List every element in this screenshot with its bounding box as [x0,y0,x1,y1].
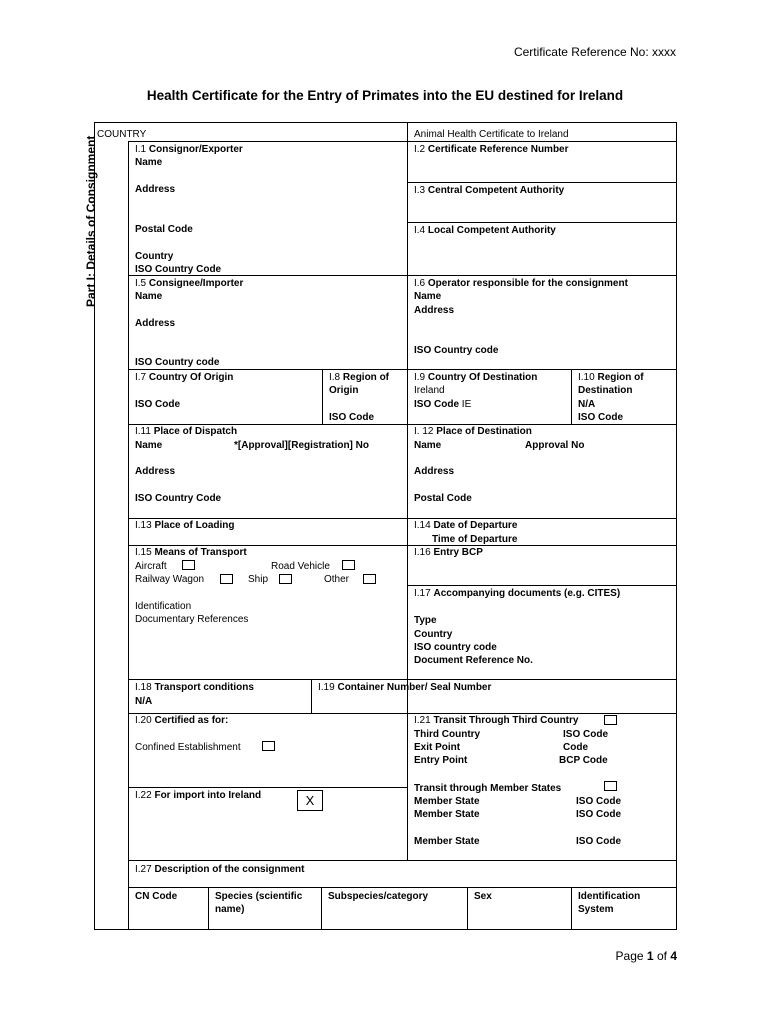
operator-address: Address [414,305,455,316]
bcp-label: Entry BCP [433,547,483,558]
operator-heading [414,277,628,290]
consignor-iso: ISO Country Code [135,264,222,275]
central-num: I.3 [414,185,426,196]
departure-label: Date of Departure [433,520,518,531]
road-checkbox[interactable] [342,560,355,570]
transit-heading [414,714,578,727]
place-dest-label: Place of Destination [436,426,532,437]
import-checkbox[interactable]: X [297,790,323,811]
region-dest-iso: ISO Code [578,412,624,423]
confined-label: Confined Establishment [135,742,241,753]
doc-references-label: Documentary References [135,614,249,625]
member-state-1-iso: ISO Code [576,796,622,807]
consignor-country: Country [135,251,174,262]
ship-checkbox[interactable] [279,574,292,584]
dispatch-heading [135,425,237,438]
accompanying-country: Country [414,629,453,640]
consignor-num: I.1 [135,144,147,155]
region-origin-iso: ISO Code [329,412,375,423]
col-species-2: name) [215,904,245,915]
ship-label: Ship [248,574,269,585]
dispatch-label: Place of Dispatch [153,426,238,437]
transit-num: I.21 [414,715,431,726]
conditions-heading [135,681,254,694]
departure-time: Time of Departure [432,534,518,545]
col-sex: Sex [474,891,492,902]
other-checkbox[interactable] [363,574,376,584]
aircraft-label: Aircraft [135,561,167,572]
dispatch-approval: *[Approval][Registration] No [234,440,369,451]
region-dest-value: N/A [578,399,596,410]
dispatch-iso: ISO Country Code [135,493,222,504]
container-num: I.19 [318,682,335,693]
transit-third: Third Country [414,729,481,740]
operator-iso: ISO Country code [414,345,499,356]
transit-exit: Exit Point [414,742,461,753]
dest-iso-label: ISO Code [414,399,460,410]
consignor-postal: Postal Code [135,224,193,235]
col-cn-code: CN Code [135,891,178,902]
import-num: I.22 [135,790,152,801]
cert-ref-label: Certificate Reference Number [427,144,569,155]
loading-num: I.13 [135,520,152,531]
place-dest-approval: Approval No [525,440,585,451]
dest-num: I.9 [414,372,426,383]
dest-iso [414,398,471,411]
member-transit-checkbox[interactable] [604,781,617,791]
accompanying-label: Accompanying documents (e.g. CITES) [433,588,621,599]
accompanying-type: Type [414,615,437,626]
certificate-reference-header: Certificate Reference No: xxxx [513,45,676,59]
region-dest-label: Region of [597,372,644,383]
confined-checkbox[interactable] [262,741,275,751]
transport-label: Means of Transport [154,547,247,558]
operator-label: Operator responsible for the consignment [427,278,628,289]
col-species: Species (scientific [215,891,303,902]
container-heading [318,681,491,694]
dest-heading [414,371,537,384]
animal-health-label: Animal Health Certificate to Ireland [414,129,569,140]
member-state-2: Member State [414,809,480,820]
identification-label: Identification [135,601,192,612]
transit-entry: Entry Point [414,755,468,766]
place-dest-num: I. 12 [414,426,434,437]
member-state-1: Member State [414,796,480,807]
local-heading [414,224,556,237]
conditions-value: N/A [135,696,153,707]
transit-code: Code [563,742,588,753]
dest-label: Country Of Destination [427,372,538,383]
page-title: Health Certificate for the Entry of Primates into the EU destined for Ireland [146,88,624,103]
local-label: Local Competent Authority [427,225,556,236]
railway-label: Railway Wagon [135,574,205,585]
page-prefix: Page [615,949,644,963]
region-origin-label: Region of [342,372,390,383]
bcp-heading [414,546,483,559]
place-dest-name: Name [414,440,442,451]
page-current: 1 [646,949,654,963]
consignee-heading [135,277,243,290]
other-label: Other [324,574,350,585]
departure-heading [414,519,517,532]
accompanying-num: I.17 [414,588,431,599]
transport-heading [135,546,247,559]
consignor-name: Name [135,157,163,168]
operator-num: I.6 [414,278,426,289]
part-one-label: Part I: Details of Consignment [84,135,98,307]
bcp-num: I.16 [414,547,431,558]
region-origin-heading [329,371,389,384]
consignor-label: Consignor/Exporter [148,144,243,155]
cert-ref-num: I.2 [414,144,426,155]
member-state-3-iso: ISO Code [576,836,622,847]
region-origin-num: I.8 [329,372,341,383]
transit-label: Transit Through Third Country [433,715,579,726]
origin-iso: ISO Code [135,399,181,410]
dest-country: Ireland [414,385,445,396]
page-number [616,949,677,963]
consignee-num: I.5 [135,278,147,289]
conditions-num: I.18 [135,682,152,693]
loading-label: Place of Loading [154,520,235,531]
departure-num: I.14 [414,520,431,531]
consignee-address: Address [135,318,176,329]
description-heading [135,863,304,876]
region-dest-label2: Destination [578,385,633,396]
col-subspecies: Subspecies/category [328,891,429,902]
col-identification: Identification [578,891,641,902]
transit-bcp-code: BCP Code [559,755,608,766]
certified-heading [135,714,228,727]
transit-iso: ISO Code [563,729,609,740]
transit-checkbox[interactable] [604,715,617,725]
region-dest-heading [578,371,644,384]
place-dest-postal: Postal Code [414,493,472,504]
local-num: I.4 [414,225,426,236]
transport-num: I.15 [135,547,152,558]
container-label: Container Number/ Seal Number [337,682,492,693]
central-heading [414,184,564,197]
consignor-heading [135,143,243,156]
loading-heading [135,519,234,532]
railway-checkbox[interactable] [220,574,233,584]
accompanying-docref: Document Reference No. [414,655,533,666]
country-label: COUNTRY [97,129,147,140]
region-origin-label2: Origin [329,385,359,396]
accompanying-iso: ISO country code [414,642,497,653]
member-state-3: Member State [414,836,480,847]
conditions-label: Transport conditions [154,682,254,693]
member-state-2-iso: ISO Code [576,809,622,820]
import-label: For import into Ireland [154,790,262,801]
consignee-name: Name [135,291,163,302]
aircraft-checkbox[interactable] [182,560,195,570]
operator-name: Name [414,291,442,302]
origin-label: Country Of Origin [148,372,234,383]
dispatch-num: I.11 [135,426,151,437]
certified-num: I.20 [135,715,152,726]
consignee-label: Consignee/Importer [148,278,244,289]
origin-num: I.7 [135,372,147,383]
dispatch-address: Address [135,466,176,477]
consignee-iso: ISO Country code [135,357,220,368]
region-dest-num: I.10 [578,372,595,383]
dispatch-name: Name [135,440,163,451]
page-total: 4 [670,949,677,963]
accompanying-heading [414,587,620,600]
place-dest-heading [414,425,532,438]
col-identification-2: System [578,904,614,915]
import-heading [135,789,261,802]
consignor-address: Address [135,184,176,195]
dest-iso-value: IE [461,399,472,410]
origin-heading [135,371,233,384]
central-label: Central Competent Authority [427,185,565,196]
road-label: Road Vehicle [271,561,330,572]
page-of: of [656,949,667,963]
description-label: Description of the consignment [154,864,305,875]
transit-member-label: Transit through Member States [414,783,562,794]
description-num: I.27 [135,864,152,875]
cert-ref-heading [414,143,569,156]
certified-label: Certified as for: [154,715,229,726]
place-dest-address: Address [414,466,455,477]
